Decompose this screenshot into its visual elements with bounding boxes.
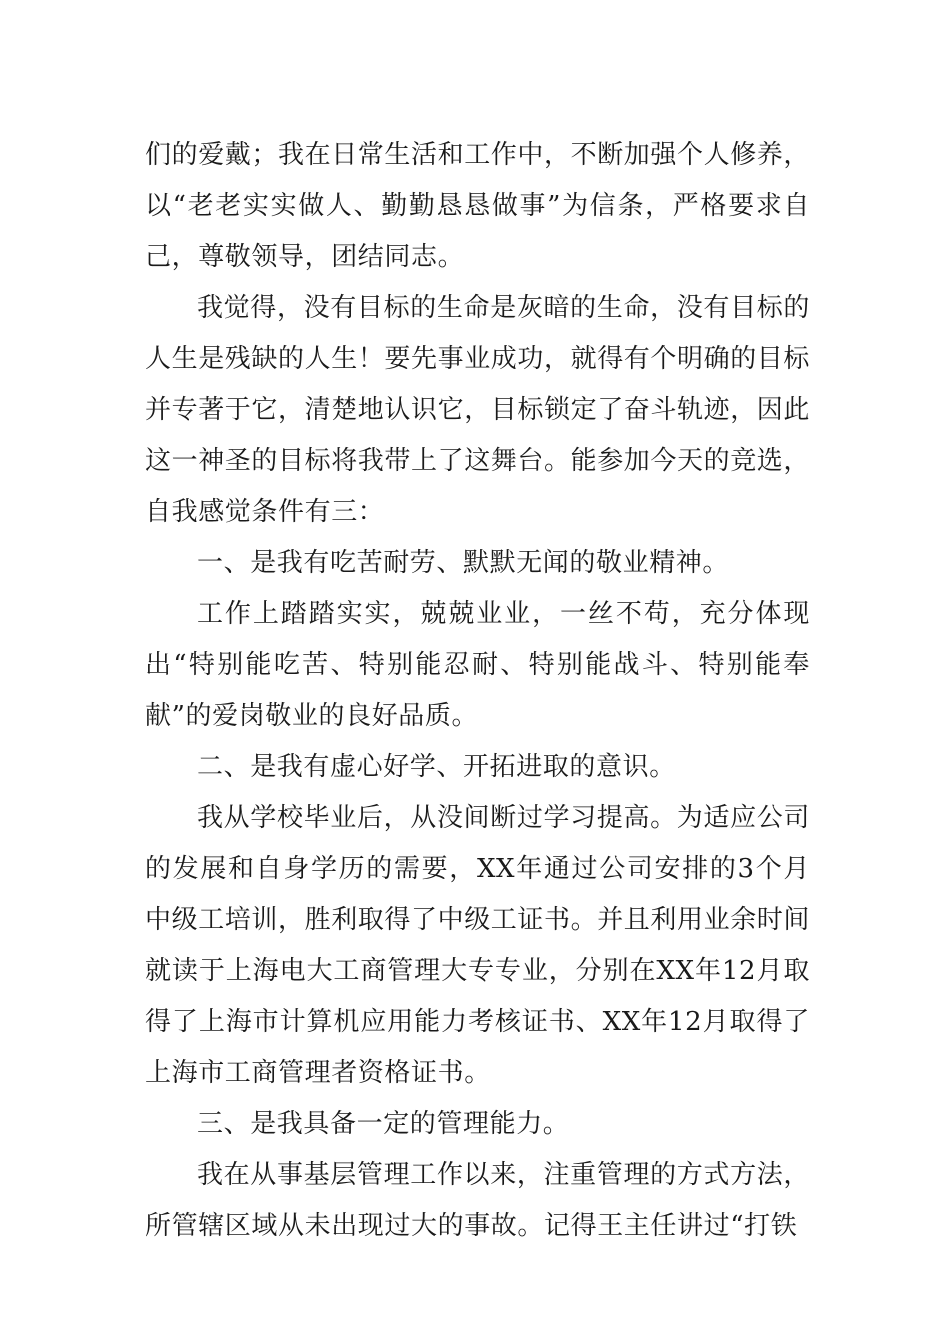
- paragraph-6: 我从学校毕业后，从没间断过学习提高。为适应公司的发展和自身学历的需要，XX年通过公司安排的3个月中级工培训，胜利取得了中级工证书。并且利用业余时间就读于上海电大工商管理大专专业，分别在XX年12月取得了上海市计算机应用能力考核证书、XX年12月取得了上海市工商管理者资格证书。: [145, 803, 811, 1088]
- paragraph-8: 我在从事基层管理工作以来，注重管理的方式方法，所管辖区域从未出现过大的事故。记得王主任讲过“打铁: [145, 1160, 810, 1241]
- paragraph-2: 我觉得，没有目标的生命是灰暗的生命，没有目标的人生是残缺的人生！要先事业成功，就得有个明确的目标并专著于它，清楚地认识它，目标锁定了奋斗轨迹，因此这一神圣的目标将我带上了这舞台。能参加今天的竞选，自我感觉条件有三：: [145, 293, 811, 527]
- paragraph-4: 工作上踏踏实实，兢兢业业，一丝不苟，充分体现出“特别能吃苦、特别能忍耐、特别能战斗、特别能奉献”的爱岗敬业的良好品质。: [145, 599, 810, 731]
- paragraph-1: 们的爱戴；我在日常生活和工作中，不断加强个人修养，以“老老实实做人、勤勤恳恳做事”为信条，严格要求自己，尊敬领导，团结同志。: [145, 140, 811, 272]
- paragraph-5-heading: 二、是我有虚心好学、开拓进取的意识。: [197, 752, 676, 782]
- paragraph-3-heading: 一、是我有吃苦耐劳、默默无闻的敬业精神。: [197, 548, 730, 578]
- document-body: [145, 130, 810, 1252]
- paragraph-7-heading: 三、是我具备一定的管理能力。: [197, 1109, 570, 1139]
